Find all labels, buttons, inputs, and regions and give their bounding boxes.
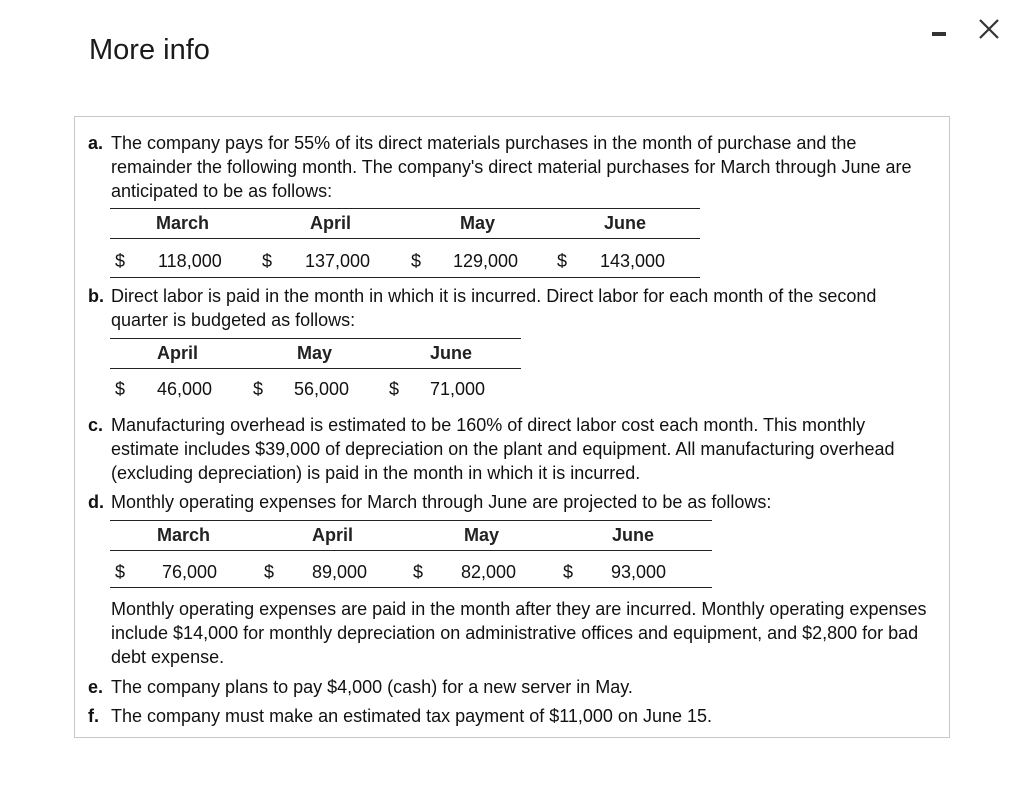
table-header: June <box>430 343 473 363</box>
table-header: March <box>156 213 210 233</box>
table-cell: 46,000 <box>157 379 213 399</box>
table-cell: 89,000 <box>312 562 368 582</box>
minimize-button[interactable] <box>925 14 955 44</box>
currency-sign: $ <box>264 562 275 582</box>
table-cell: 129,000 <box>453 251 519 271</box>
table-header: April <box>310 213 352 233</box>
table-cell: 71,000 <box>430 379 486 399</box>
currency-sign: $ <box>413 562 424 582</box>
table-cell: 82,000 <box>461 562 517 582</box>
item-d <box>88 490 938 514</box>
currency-sign: $ <box>389 379 400 399</box>
item-c-label: c. <box>88 415 104 435</box>
currency-sign: $ <box>557 251 568 271</box>
item-e-label: e. <box>88 677 104 697</box>
table-cell: 143,000 <box>600 251 666 271</box>
currency-sign: $ <box>115 562 126 582</box>
table-cell: 137,000 <box>305 251 371 271</box>
table-header: May <box>464 525 500 545</box>
dialog-title: More info <box>89 34 210 66</box>
table-cell: 118,000 <box>158 251 222 271</box>
item-c-text: Manufacturing overhead is estimated to be 160% of direct labor cost each month. This monthly estimate includes $39,000 of depreciation on the plant and equipment. All manufacturing overhead (excluding depreciation) is paid in the month in which it is incurred. <box>111 415 895 483</box>
currency-sign: $ <box>115 379 126 399</box>
currency-sign: $ <box>115 251 126 271</box>
currency-sign: $ <box>563 562 574 582</box>
table-cell: 76,000 <box>162 562 218 582</box>
item-d-note: Monthly operating expenses are paid in the month after they are incurred. Monthly operating expenses include $14,000 for monthly depreciation on administrative offices and equipment, and $2,800 for bad debt expense. <box>111 599 927 667</box>
item-f-text: The company must make an estimated tax payment of $11,000 on June 15. <box>111 706 713 726</box>
currency-sign: $ <box>262 251 273 271</box>
item-e-text: The company plans to pay $4,000 (cash) for a new server in May. <box>111 677 633 697</box>
item-f <box>88 704 938 728</box>
item-d-label: d. <box>88 492 104 512</box>
table-header: April <box>157 343 199 363</box>
item-a-text: The company pays for 55% of its direct materials purchases in the month of purchase and the remainder the following month. The company's direct material purchases for March through June are anticipated to be as follows: <box>111 133 912 201</box>
currency-sign: $ <box>253 379 264 399</box>
table-header: June <box>604 213 647 233</box>
item-b-label: b. <box>88 286 104 306</box>
table-header: March <box>157 525 211 545</box>
item-a-label: a. <box>88 133 104 153</box>
item-a <box>88 131 938 203</box>
table-header: May <box>297 343 333 363</box>
item-c <box>88 413 938 485</box>
table-header: June <box>612 525 655 545</box>
item-f-label: f. <box>88 706 99 726</box>
item-d-text: Monthly operating expenses for March through June are projected to be as follows: <box>111 492 772 512</box>
item-e <box>88 675 938 699</box>
close-button[interactable] <box>974 14 1004 44</box>
table-header: May <box>460 213 496 233</box>
item-b <box>88 284 938 332</box>
currency-sign: $ <box>411 251 422 271</box>
table-cell: 93,000 <box>611 562 667 582</box>
table-header: April <box>312 525 354 545</box>
item-b-text: Direct labor is paid in the month in which it is incurred. Direct labor for each month of the second quarter is budgeted as follows: <box>111 286 877 330</box>
table-cell: 56,000 <box>294 379 350 399</box>
close-icon <box>974 14 1004 44</box>
